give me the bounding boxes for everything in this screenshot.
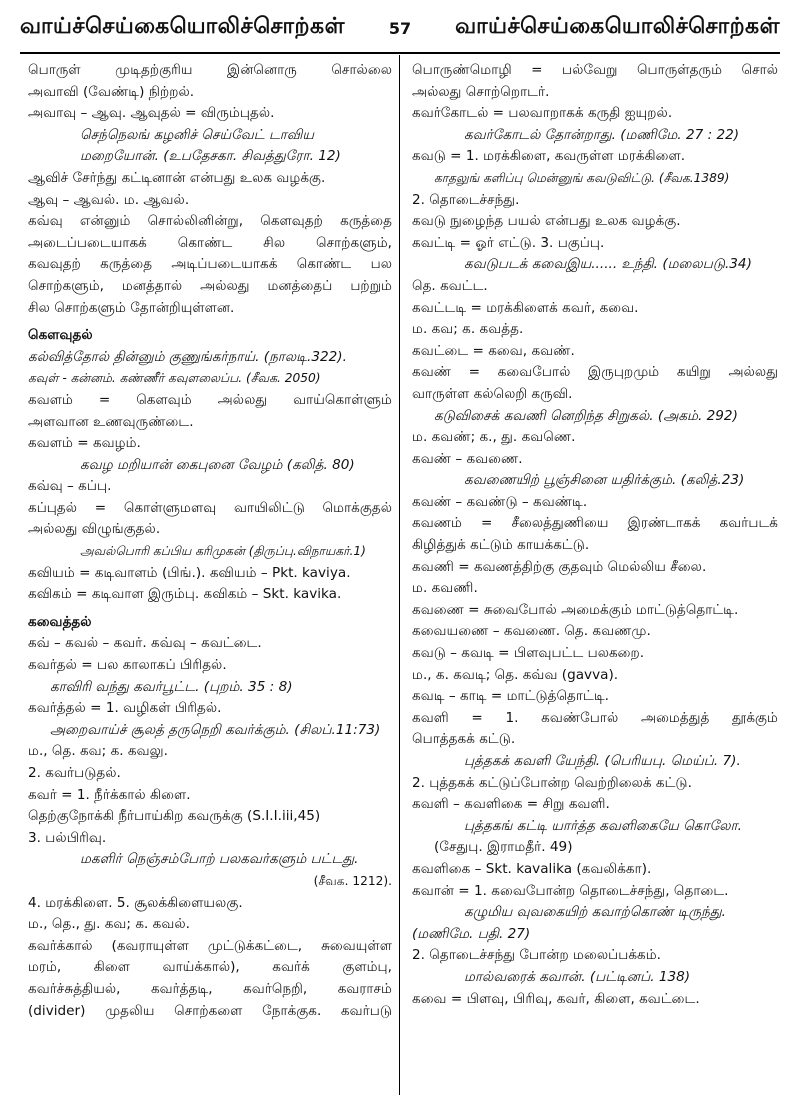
- text-line: புத்தகங் கட்டி யார்த்த கவளிகையே கொலோ.: [464, 817, 742, 834]
- text-line: கவடு – கவடி = பிளவுபட்ட பலகறை.: [412, 645, 645, 662]
- column-divider: [399, 55, 400, 1095]
- text-line: கவிகம் = கடிவாள இரும்பு. கவிகம் – Skt. kavika.: [28, 586, 342, 603]
- text-line: தெற்குநோக்கி நீர்பாய்கிற கவருக்கு (S.I.I.iii,45): [28, 808, 321, 825]
- text-line: கவவுதற் கருத்தை அடிப்படையாகக் கொண்ட பல: [28, 256, 392, 273]
- text-line: கவர்கோடல் தோன்றாது. (மணிமே. 27 : 22): [464, 126, 740, 143]
- text-line: கப்புதல் = கொள்ளுமளவு வாயிலிட்டு மொக்குதல்: [28, 499, 392, 516]
- text-line: பொத்தகக் கட்டு.: [412, 731, 516, 748]
- page-number: 57: [388, 18, 412, 38]
- text-line: கவடுபடக் கவைஇய...... உந்தி. (மலைபடு.34): [464, 256, 752, 273]
- text-line: அவாவு – ஆவு. ஆவுதல் = விரும்புதல்.: [28, 105, 275, 122]
- text-line: ம., தெ., து. கவ; க. கவல்.: [28, 916, 190, 933]
- text-line: காவிரி வந்து கவர்பூட்ட. (புறம். 35 : 8): [50, 678, 293, 695]
- text-line: செந்நெலங் கழனிச் செய்வேட் டாவிய: [80, 126, 314, 143]
- text-line: கிழித்துக் கட்டும் காயக்கட்டு.: [412, 537, 590, 554]
- text-line: மகளிர் நெஞ்சம்போற் பலகவர்களும் பட்டது.: [80, 851, 359, 868]
- text-line: அல்லது விழுங்குதல்.: [28, 521, 161, 538]
- text-line: கவணை = சுவைபோல் அமைக்கும் மாட்டுத்தொட்டி.: [412, 601, 739, 618]
- text-line: அடைப்படையாகக் கொண்ட சில சொற்களும்,: [28, 234, 392, 251]
- text-line: தெ. கவட்ட.: [412, 277, 488, 294]
- text-line: வாருள்ள கல்லெறி கருவி.: [412, 385, 573, 402]
- text-line: 2. தொடைச்சந்து.: [412, 191, 520, 208]
- text-line: சில சொற்களும் தோன்றியுள்ளன.: [28, 299, 235, 316]
- text-line: புத்தகக் கவளி யேந்தி. (பெரியபு. மெய்ப். 7).: [464, 753, 741, 769]
- text-line: கவளி = 1. கவண்போல் அமைத்துத் தூக்கும்: [412, 709, 778, 726]
- text-line: கவர்ச்சுத்தியல், கவர்த்தடி, கவர்நெறி, கவராசம்: [28, 980, 392, 997]
- text-line: கவட்டடி = மரக்கிளைக் கவர், கவை.: [412, 299, 639, 316]
- header-rule: [20, 52, 780, 54]
- running-title-right: வாய்ச்செய்கையொலிச்சொற்கள்: [455, 14, 780, 39]
- text-line: கவளிகை – Skt. kavalika (கவலிக்கா).: [412, 860, 652, 877]
- text-line: ம., க. கவடி; தெ. கவ்வ (gavva).: [412, 666, 619, 683]
- text-line: 2. கவர்படுதல்.: [28, 765, 121, 781]
- text-line: கவட்டி = ஓர் எட்டு. 3. பகுப்பு.: [412, 234, 605, 251]
- text-line: கவளம் = கவழம்.: [28, 435, 141, 452]
- text-line: கவட்டை = கவை, கவண்.: [412, 342, 575, 359]
- text-line: 4. மரக்கிளை. 5. சூலக்கிளையலகு.: [28, 894, 243, 911]
- text-line: கவணையிற் பூஞ்சினை யதிர்க்கும். (கலித்.23): [464, 472, 745, 489]
- text-line: ம. கவணி.: [412, 580, 478, 597]
- text-line: கடுவிசைக் கவணி னெறிந்த சிறுகல். (அகம். 292): [434, 407, 738, 424]
- text-line: (சேதுபு. இராமதீர். 49): [434, 839, 573, 856]
- text-line: (divider) முதலிய சொற்களை நோக்குக. கவர்படு: [28, 1002, 392, 1019]
- text-line: கவ் – கவல் – கவர். கவ்வு – கவட்டை.: [28, 635, 262, 652]
- text-line: கவர் = 1. நீர்க்கால் கிளை.: [28, 786, 191, 803]
- text-line: கவடு நுழைந்த பயல் என்பது உலக வழக்கு.: [412, 213, 681, 230]
- text-line: பொருண்மொழி = பல்வேறு பொருள்தரும் சொல்: [412, 62, 778, 78]
- text-line: ஆவிச் சேர்ந்து கட்டினான் என்பது உலக வழக்கு.: [28, 169, 326, 186]
- text-line: கவ்வு என்னும் சொல்லினின்று, கௌவுதற் கருத்தை: [28, 213, 392, 230]
- text-line: கவளி – கவளிகை = சிறு கவளி.: [412, 796, 610, 813]
- text-line: ஆவு – ஆவல். ம. ஆவல்.: [28, 191, 190, 208]
- text-line: அவாவி (வேண்டி) நிற்றல்.: [28, 83, 195, 100]
- text-line: கவர்கோடல் = பலவாறாகக் கருதி ஐயுறல்.: [412, 105, 673, 122]
- text-line: (சீவக. 1212).: [313, 873, 392, 888]
- text-line: 3. பல்பிரிவு.: [28, 829, 107, 846]
- text-line: கவண் = கவைபோல் இருபுறமும் கயிறு அல்லது: [412, 364, 778, 381]
- text-line: அளவான உணவுருண்டை.: [28, 413, 194, 430]
- text-line: கல்வித்தோல் தின்னும் குணுங்கர்நாய். (நாலடி.322).: [28, 348, 347, 365]
- text-line: கவ்வு – கப்பு.: [28, 478, 112, 495]
- text-line: பொருள் முடிதற்குரிய இன்னொரு சொல்லை: [28, 62, 392, 78]
- text-line: கவண் – கவணை.: [412, 450, 523, 467]
- text-line: மறையோன். (உபதேசகா. சிவத்துரோ. 12): [80, 148, 341, 165]
- text-line: ம. கவண்; க., து. கவணெ.: [412, 429, 576, 446]
- text-line: ம., தெ. கவ; க. கவலு.: [28, 743, 168, 760]
- page-header: [20, 8, 780, 48]
- text-line: கவளம் = கௌவும் அல்லது வாய்கொள்ளும்: [28, 391, 392, 408]
- text-line: கவுள் - கன்னம். கண்ணீர் கவுளலைப்ப. (சீவக. 2050): [28, 371, 321, 386]
- text-line: மரம், கிளை வாய்க்கால்), கவர்க் குளம்பு,: [28, 959, 392, 976]
- section-heading: கவைத்தல்: [28, 613, 92, 630]
- text-line: கவை = பிளவு, பிரிவு, கவர், கிளை, கவட்டை.: [412, 990, 700, 1007]
- section-heading: கௌவுதல்: [28, 327, 93, 344]
- text-line: கவணம் = சீலைத்துணியை இரண்டாகக் கவர்படக்: [412, 515, 778, 532]
- text-line: மால்வரைக் கவான். (பட்டினப். 138): [464, 968, 691, 985]
- text-line: கவியம் = கடிவாளம் (பிங்.). கவியம் – Pkt. kaviya.: [28, 564, 351, 581]
- text-line: கவடி – காடி = மாட்டுத்தொட்டி.: [412, 688, 609, 705]
- text-line: (மணிமே. பதி. 27): [412, 925, 531, 942]
- text-line: அல்லது சொற்றொடர்.: [412, 83, 550, 100]
- text-line: கவண் – கவண்டு – கவண்டி.: [412, 493, 588, 510]
- text-line: கவர்க்கால் (கவராயுள்ள முட்டுக்கட்டை, சுவையுள்ள: [28, 937, 392, 954]
- text-line: சொற்களும், மனத்தால் அல்லது மனத்தைப் பற்றும்: [28, 277, 392, 294]
- left-column: [28, 60, 392, 1095]
- text-line: கவர்த்தல் = 1. வழிகள் பிரிதல்.: [28, 700, 222, 717]
- text-line: கவழ மறியான் கைபுனை வேழம் (கலித். 80): [80, 456, 355, 473]
- text-line: கவையணை – கவணை. தெ. கவணமு.: [412, 623, 651, 640]
- text-line: கழுமிய வுவகையிற் கவாற்கொண் டிருந்து.: [464, 904, 726, 921]
- text-line: கவணி = கவணத்திற்கு குதவும் மெல்லிய சீலை.: [412, 558, 707, 575]
- text-line: அவல்பொரி கப்பிய கரிமுகன் (திருப்பு.விநாயகர்.1): [80, 544, 366, 559]
- text-line: கவர்தல் = பல காலாகப் பிரிதல்.: [28, 657, 227, 674]
- running-title-left: வாய்ச்செய்கையொலிச்சொற்கள்: [20, 14, 345, 39]
- text-line: 2. புத்தகக் கட்டுப்போன்ற வெற்றிலைக் கட்டு.: [412, 774, 692, 791]
- text-line: காதலுங் களிப்பு மென்னுங் கவடுவிட்டு. (சீவக.1389): [434, 170, 730, 185]
- right-column: [412, 60, 778, 1095]
- text-line: கவடு = 1. மரக்கிளை, கவருள்ள மரக்கிளை.: [412, 148, 686, 165]
- text-line: ம. கவ; க. கவத்த.: [412, 321, 524, 338]
- text-line: 2. தொடைச்சந்து போன்ற மலைப்பக்கம்.: [412, 947, 661, 964]
- text-line: கவான் = 1. கவைபோன்ற தொடைச்சந்து, தொடை.: [412, 882, 729, 899]
- text-line: அறைவாய்ச் சூலத் தருநெறி கவர்க்கும். (சிலப்.11:73): [50, 721, 381, 738]
